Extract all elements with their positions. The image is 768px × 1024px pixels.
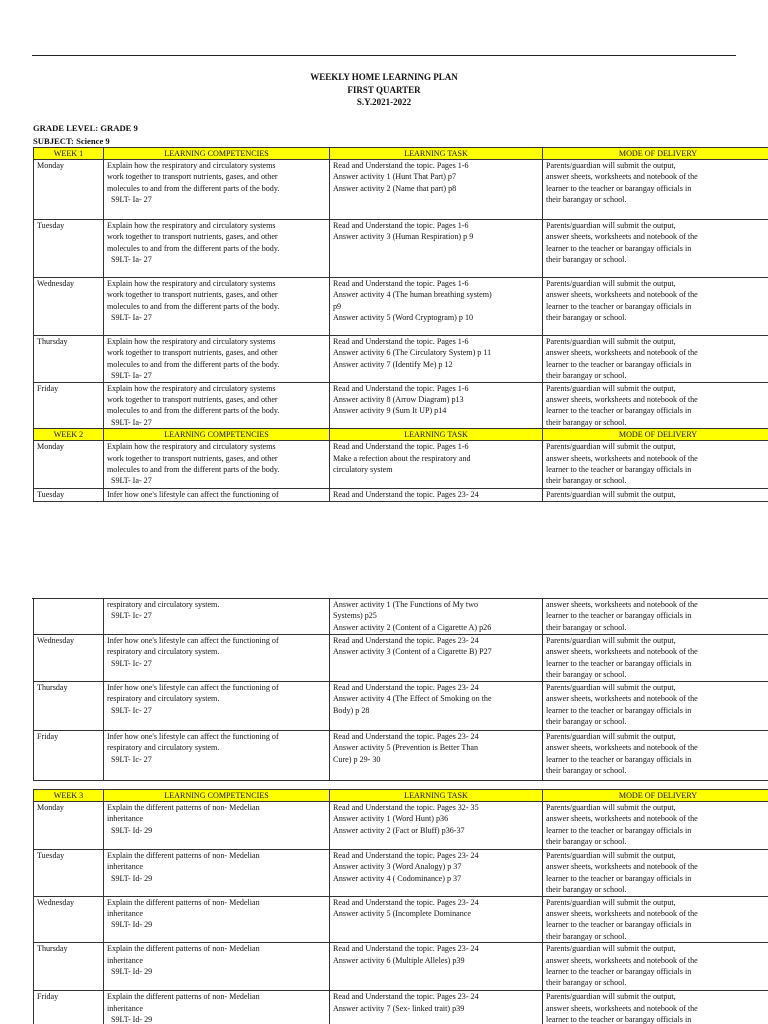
competency-cell [104, 991, 330, 1024]
day-cell [34, 489, 104, 501]
mode-line: their barangay or school. [546, 670, 627, 680]
mode-line: their barangay or school. [546, 837, 627, 847]
task-line: Read and Understand the topic. Pages 1-6 [333, 279, 469, 288]
task-line: Read and Understand the topic. Pages 23- 24 [333, 897, 479, 907]
competency-code: S9LT- Ic- 27 [111, 658, 152, 668]
competency-line: Explain how the respiratory and circulatory systems [107, 337, 276, 346]
competency-line: Infer how one's lifestyle can affect the functioning of [107, 683, 279, 692]
mode-line: Parents/guardian will submit the output, [546, 161, 676, 170]
mode-line: learner to the teacher or barangay officials in [546, 967, 692, 977]
task-line: Answer activity 4 (The Effect of Smoking on the [333, 694, 492, 704]
competency-line: work together to transport nutrients, gases, and other [107, 453, 278, 463]
task-cell [330, 489, 543, 501]
mode-cell [543, 160, 768, 220]
task-line: Answer activity 1 (Word Hunt) p36 [333, 814, 449, 824]
task-line: Systems) p25 [333, 611, 377, 621]
plan-row [34, 336, 768, 383]
competency-code: S9LT- Ia- 27 [111, 195, 152, 205]
competency-line: respiratory and circulatory system. [107, 743, 220, 753]
column-header-task: LEARNING TASK [330, 790, 543, 802]
day-cell [34, 682, 104, 731]
day-name: Thursday [37, 683, 68, 692]
competency-cell [104, 336, 330, 383]
task-line: Read and Understand the topic. Pages 1-6 [333, 383, 469, 393]
plan-row [34, 731, 768, 781]
mode-line: Parents/guardian will submit the output, [546, 490, 676, 500]
mode-line: learner to the teacher or barangay officials in [546, 658, 692, 668]
competency-code: S9LT- Ic- 27 [111, 705, 152, 715]
day-cell [34, 850, 104, 897]
competency-cell [104, 635, 330, 682]
task-line: Cure) p 29- 30 [333, 754, 381, 764]
task-line: Answer activity 1 (Hunt That Part) p7 [333, 172, 457, 182]
competency-line: inheritance [107, 909, 143, 919]
mode-line: their barangay or school. [546, 476, 627, 486]
mode-cell [543, 635, 768, 682]
task-line: Read and Understand the topic. Pages 23- 24 [333, 490, 479, 500]
competency-line: work together to transport nutrients, gases, and other [107, 232, 278, 242]
mode-line: answer sheets, worksheets and notebook of the [546, 694, 698, 704]
competency-line: work together to transport nutrients, gases, and other [107, 348, 278, 358]
task-line: Read and Understand the topic. Pages 23- 24 [333, 944, 479, 954]
mode-cell [543, 896, 768, 943]
mode-line: their barangay or school. [546, 885, 627, 895]
plan-row [34, 599, 768, 635]
competency-cell [104, 278, 330, 336]
competency-code: S9LT- Ic- 27 [111, 754, 152, 764]
day-cell [34, 220, 104, 278]
competency-cell [104, 599, 330, 635]
plan-row [34, 489, 768, 501]
competency-line: inheritance [107, 814, 143, 824]
task-line: Answer activity 5 (Prevention is Better Than [333, 743, 479, 753]
mode-line: Parents/guardian will submit the output, [546, 279, 676, 288]
column-header-mode: MODE OF DELIVERY [543, 790, 768, 802]
competency-code: S9LT- Ia- 27 [111, 255, 152, 265]
plan-row [34, 160, 768, 220]
mode-line: answer sheets, worksheets and notebook of the [546, 955, 698, 965]
plan-row [34, 682, 768, 731]
day-cell [34, 991, 104, 1024]
competency-cell [104, 160, 330, 220]
competency-line: Infer how one's lifestyle can affect the functioning of [107, 732, 279, 741]
task-line: Answer activity 3 (Content of a Cigarette B) P27 [333, 647, 492, 657]
task-line: Answer activity 6 (The Circulatory System) p 11 [333, 348, 492, 358]
mode-line: their barangay or school. [546, 417, 627, 427]
task-line: Answer activity 6 (Multiple Alleles) p39 [333, 955, 465, 965]
plan-table-week2-continued [33, 598, 768, 781]
task-line: Body) p 28 [333, 705, 370, 715]
mode-line: their barangay or school. [546, 766, 627, 776]
subject-label: SUBJECT: [33, 136, 74, 146]
mode-line: answer sheets, worksheets and notebook of the [546, 232, 698, 242]
day-cell [34, 278, 104, 336]
task-cell [330, 991, 543, 1024]
mode-line: learner to the teacher or barangay officials in [546, 873, 692, 883]
task-line: Answer activity 7 (Identify Me) p 12 [333, 359, 453, 369]
task-line: Read and Understand the topic. Pages 1-6 [333, 442, 469, 452]
mode-cell [543, 220, 768, 278]
mode-line: Parents/guardian will submit the output, [546, 221, 676, 230]
day-name: Friday [37, 732, 59, 741]
mode-cell [543, 489, 768, 501]
competency-line: Infer how one's lifestyle can affect the functioning of [107, 636, 279, 645]
task-cell [330, 943, 543, 991]
day-name: Friday [37, 383, 59, 393]
mode-line: their barangay or school. [546, 195, 627, 205]
competency-line: Explain how the respiratory and circulatory systems [107, 383, 276, 393]
task-cell [330, 336, 543, 383]
mode-line: learner to the teacher or barangay officials in [546, 301, 692, 311]
week-label: WEEK 3 [34, 790, 104, 802]
task-cell [330, 896, 543, 943]
task-line: Answer activity 4 (The human breathing system) [333, 290, 492, 300]
plan-row [34, 382, 768, 429]
plan-title-block [0, 71, 768, 109]
day-name: Wednesday [37, 897, 75, 907]
plan-title: WEEKLY HOME LEARNING PLAN [310, 72, 458, 82]
grade-level-value: GRADE 9 [100, 123, 138, 133]
mode-line: Parents/guardian will submit the output, [546, 803, 676, 812]
day-cell [34, 943, 104, 991]
competency-line: Explain how the respiratory and circulatory systems [107, 442, 276, 452]
day-name: Wednesday [37, 636, 75, 645]
day-cell [34, 731, 104, 781]
competency-cell [104, 441, 330, 489]
plan-row [34, 635, 768, 682]
task-cell [330, 160, 543, 220]
day-cell [34, 336, 104, 383]
competency-line: molecules to and from the different parts of the body. [107, 406, 280, 416]
competency-code: S9LT- Ia- 27 [111, 476, 152, 486]
competency-line: Explain the different patterns of non- Medelian [107, 897, 260, 907]
task-cell [330, 278, 543, 336]
plan-table-page1 [33, 147, 768, 502]
task-line: Read and Understand the topic. Pages 23- 24 [333, 732, 479, 741]
task-cell [330, 382, 543, 429]
task-line: Read and Understand the topic. Pages 23- 24 [333, 683, 479, 692]
week-label: WEEK 1 [34, 148, 104, 160]
competency-line: molecules to and from the different parts of the body. [107, 359, 280, 369]
competency-code: S9LT- Id- 29 [111, 873, 153, 883]
day-name: Thursday [37, 337, 68, 346]
column-header-mode: MODE OF DELIVERY [543, 148, 768, 160]
mode-cell [543, 599, 768, 635]
mode-line: answer sheets, worksheets and notebook of the [546, 814, 698, 824]
task-cell [330, 682, 543, 731]
mode-line: learner to the teacher or barangay officials in [546, 754, 692, 764]
mode-line: answer sheets, worksheets and notebook of the [546, 862, 698, 872]
competency-line: respiratory and circulatory system. [107, 694, 220, 704]
mode-line: learner to the teacher or barangay officials in [546, 406, 692, 416]
mode-line: Parents/guardian will submit the output, [546, 683, 676, 692]
competency-line: Infer how one's lifestyle can affect the functioning of [107, 490, 279, 500]
task-line: Read and Understand the topic. Pages 1-6 [333, 337, 469, 346]
competency-line: work together to transport nutrients, gases, and other [107, 172, 278, 182]
grade-level-line [33, 122, 138, 134]
task-line: Answer activity 1 (The Functions of My two [333, 600, 478, 609]
task-line: Read and Understand the topic. Pages 1-6 [333, 161, 469, 170]
competency-cell [104, 382, 330, 429]
task-cell [330, 731, 543, 781]
day-name: Tuesday [37, 490, 65, 500]
mode-cell [543, 991, 768, 1024]
task-line: Answer activity 2 (Name that part) p8 [333, 183, 457, 193]
plan-row [34, 896, 768, 943]
mode-line: their barangay or school. [546, 313, 627, 323]
mode-line: Parents/guardian will submit the output, [546, 732, 676, 741]
day-name: Thursday [37, 944, 68, 954]
competency-line: inheritance [107, 955, 143, 965]
task-line: Read and Understand the topic. Pages 23- 24 [333, 992, 479, 1002]
day-cell [34, 635, 104, 682]
task-line: Read and Understand the topic. Pages 23- 24 [333, 851, 479, 860]
column-header-competencies: LEARNING COMPETENCIES [104, 148, 330, 160]
mode-line: answer sheets, worksheets and notebook of the [546, 1003, 698, 1013]
plan-row [34, 220, 768, 278]
subject-line [33, 135, 110, 147]
day-cell [34, 441, 104, 489]
mode-line: their barangay or school. [546, 371, 627, 381]
mode-line: their barangay or school. [546, 978, 627, 988]
task-cell [330, 850, 543, 897]
mode-line: their barangay or school. [546, 255, 627, 265]
mode-cell [543, 802, 768, 850]
competency-line: molecules to and from the different parts of the body. [107, 301, 280, 311]
competency-line: molecules to and from the different parts of the body. [107, 465, 280, 475]
task-cell [330, 599, 543, 635]
task-line: Read and Understand the topic. Pages 1-6 [333, 221, 469, 230]
day-name: Monday [37, 442, 64, 452]
day-cell [34, 382, 104, 429]
mode-line: their barangay or school. [546, 931, 627, 941]
day-name: Monday [37, 161, 64, 170]
day-cell [34, 802, 104, 850]
competency-cell [104, 731, 330, 781]
mode-line: learner to the teacher or barangay officials in [546, 705, 692, 715]
day-cell [34, 599, 104, 635]
task-cell [330, 802, 543, 850]
competency-cell [104, 802, 330, 850]
task-line: circulatory system [333, 465, 393, 475]
mode-line: answer sheets, worksheets and notebook of the [546, 647, 698, 657]
competency-code: S9LT- Id- 29 [111, 1015, 153, 1024]
task-line: Answer activity 4 ( Codominance) p 37 [333, 873, 462, 883]
mode-line: Parents/guardian will submit the output, [546, 337, 676, 346]
mode-line: learner to the teacher or barangay officials in [546, 465, 692, 475]
competency-code: S9LT- Ia- 27 [111, 313, 152, 323]
week-header-row [34, 429, 768, 441]
mode-line: learner to the teacher or barangay officials in [546, 920, 692, 930]
task-line: Answer activity 8 (Arrow Diagram) p13 [333, 395, 464, 405]
task-line: p9 [333, 301, 342, 311]
competency-cell [104, 850, 330, 897]
quarter-title: FIRST QUARTER [347, 84, 421, 95]
competency-line: molecules to and from the different parts of the body. [107, 243, 280, 253]
mode-line: answer sheets, worksheets and notebook of the [546, 453, 698, 463]
mode-line: learner to the teacher or barangay officials in [546, 359, 692, 369]
mode-cell [543, 382, 768, 429]
task-line: Answer activity 2 (Fact or Bluff) p36-37 [333, 825, 465, 835]
mode-line: learner to the teacher or barangay officials in [546, 611, 692, 621]
task-line: Answer activity 3 (Word Analogy) p 37 [333, 862, 462, 872]
mode-cell [543, 850, 768, 897]
task-line: Answer activity 7 (Sex- linked trait) p39 [333, 1003, 465, 1013]
competency-line: Explain the different patterns of non- Medelian [107, 992, 260, 1002]
mode-cell [543, 441, 768, 489]
day-name: Friday [37, 992, 59, 1002]
competency-line: work together to transport nutrients, gases, and other [107, 395, 278, 405]
plan-table-week3 [33, 789, 768, 1024]
mode-line: answer sheets, worksheets and notebook of the [546, 909, 698, 919]
competency-line: respiratory and circulatory system. [107, 600, 220, 609]
week-label: WEEK 2 [34, 429, 104, 441]
task-line: Answer activity 3 (Human Respiration) p 9 [333, 232, 474, 242]
mode-cell [543, 336, 768, 383]
competency-code: S9LT- Ia- 27 [111, 417, 152, 427]
plan-row [34, 850, 768, 897]
day-cell [34, 896, 104, 943]
competency-line: Explain how the respiratory and circulatory systems [107, 161, 276, 170]
mode-line: answer sheets, worksheets and notebook of the [546, 743, 698, 753]
competency-line: Explain the different patterns of non- Medelian [107, 803, 260, 812]
mode-cell [543, 731, 768, 781]
grade-level-label: GRADE LEVEL: [33, 123, 99, 133]
competency-line: molecules to and from the different parts of the body. [107, 183, 280, 193]
day-name: Wednesday [37, 279, 75, 288]
column-header-competencies: LEARNING COMPETENCIES [104, 790, 330, 802]
school-year: S.Y.2021-2022 [356, 97, 412, 108]
day-cell [34, 160, 104, 220]
mode-cell [543, 278, 768, 336]
column-header-task: LEARNING TASK [330, 148, 543, 160]
competency-cell [104, 943, 330, 991]
competency-cell [104, 220, 330, 278]
task-line: Answer activity 5 (Word Cryptogram) p 10 [333, 313, 474, 323]
competency-line: inheritance [107, 862, 143, 872]
mode-line: Parents/guardian will submit the output, [546, 851, 676, 860]
mode-line: learner to the teacher or barangay officials in [546, 243, 692, 253]
task-cell [330, 635, 543, 682]
week-header-row [34, 148, 768, 160]
competency-cell [104, 682, 330, 731]
plan-row [34, 802, 768, 850]
top-rule [32, 55, 736, 56]
plan-row [34, 278, 768, 336]
plan-row [34, 441, 768, 489]
day-name: Monday [37, 803, 64, 812]
column-header-task: LEARNING TASK [330, 429, 543, 441]
mode-line: answer sheets, worksheets and notebook of the [546, 290, 698, 300]
competency-line: Explain how the respiratory and circulatory systems [107, 279, 276, 288]
mode-line: learner to the teacher or barangay officials in [546, 183, 692, 193]
subject-value: Science 9 [76, 136, 110, 146]
competency-line: respiratory and circulatory system. [107, 647, 220, 657]
mode-line: Parents/guardian will submit the output, [546, 944, 676, 954]
mode-line: answer sheets, worksheets and notebook of the [546, 395, 698, 405]
competency-line: work together to transport nutrients, gases, and other [107, 290, 278, 300]
competency-code: S9LT- Id- 29 [111, 825, 153, 835]
competency-line: Explain the different patterns of non- Medelian [107, 944, 260, 954]
mode-line: answer sheets, worksheets and notebook of the [546, 348, 698, 358]
task-line: Make a refection about the respiratory and [333, 453, 471, 463]
mode-line: Parents/guardian will submit the output, [546, 383, 676, 393]
mode-line: their barangay or school. [546, 622, 627, 632]
mode-line: their barangay or school. [546, 717, 627, 727]
mode-line: Parents/guardian will submit the output, [546, 992, 676, 1002]
mode-line: answer sheets, worksheets and notebook of the [546, 600, 698, 609]
task-cell [330, 220, 543, 278]
week-header-row [34, 790, 768, 802]
mode-cell [543, 943, 768, 991]
competency-code: S9LT- Id- 29 [111, 967, 153, 977]
mode-line: Parents/guardian will submit the output, [546, 897, 676, 907]
competency-code: S9LT- Id- 29 [111, 920, 153, 930]
task-line: Read and Understand the topic. Pages 32- 35 [333, 803, 479, 812]
competency-code: S9LT- Ic- 27 [111, 611, 152, 621]
task-line: Read and Understand the topic. Pages 23- 24 [333, 636, 479, 645]
mode-line: answer sheets, worksheets and notebook of the [546, 172, 698, 182]
plan-row [34, 943, 768, 991]
competency-cell [104, 896, 330, 943]
task-line: Answer activity 5 (Incomplete Dominance [333, 909, 471, 919]
mode-line: learner to the teacher or barangay officials in [546, 1015, 692, 1024]
task-line: Answer activity 9 (Sum It UP) p14 [333, 406, 447, 416]
competency-line: Explain how the respiratory and circulatory systems [107, 221, 276, 230]
mode-line: Parents/guardian will submit the output, [546, 636, 676, 645]
mode-cell [543, 682, 768, 731]
day-name: Tuesday [37, 221, 65, 230]
competency-cell [104, 489, 330, 501]
mode-line: learner to the teacher or barangay officials in [546, 825, 692, 835]
task-line: Answer activity 2 (Content of a Cigarette A) p26 [333, 622, 492, 632]
competency-code: S9LT- Ia- 27 [111, 371, 152, 381]
column-header-competencies: LEARNING COMPETENCIES [104, 429, 330, 441]
mode-line: Parents/guardian will submit the output, [546, 442, 676, 452]
plan-row [34, 991, 768, 1024]
competency-line: Explain the different patterns of non- Medelian [107, 851, 260, 860]
competency-line: inheritance [107, 1003, 143, 1013]
column-header-mode: MODE OF DELIVERY [543, 429, 768, 441]
day-name: Tuesday [37, 851, 65, 860]
task-cell [330, 441, 543, 489]
